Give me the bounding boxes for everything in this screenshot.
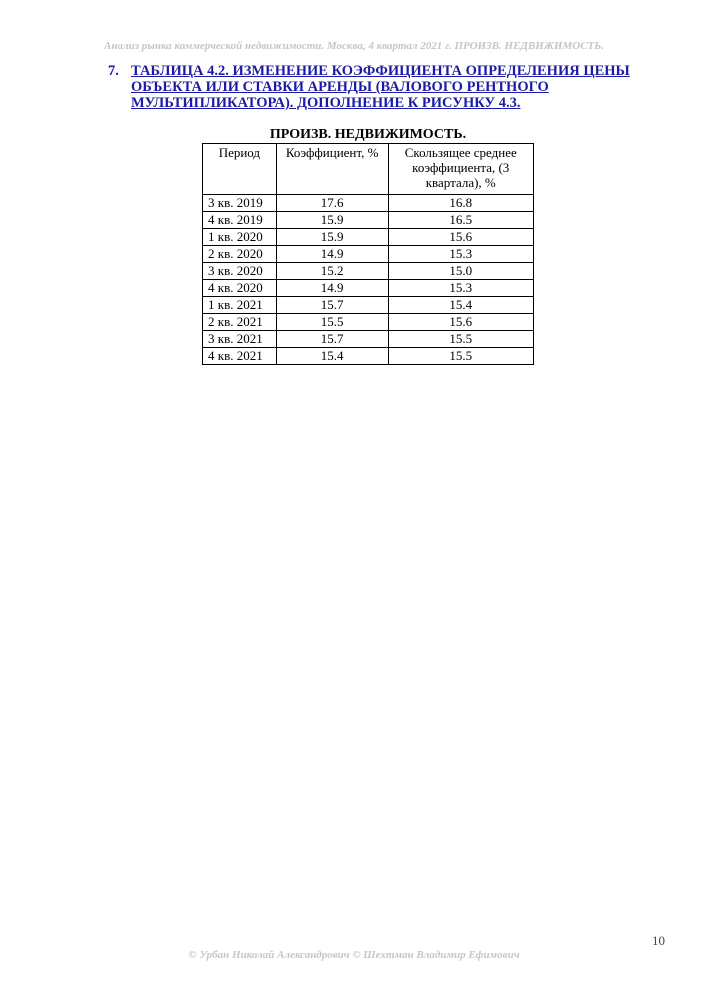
section-title-link[interactable]: ТАБЛИЦА 4.2. ИЗМЕНЕНИЕ КОЭФФИЦИЕНТА ОПРЕДЕЛЕНИЯ ЦЕНЫ ОБЪЕКТА ИЛИ СТАВКИ АРЕНДЫ (ВАЛОВОГО РЕНТНОГО МУЛЬТИПЛИКАТОРА). ДОПОЛНЕНИЕ К РИСУНКУ 4.3. — [131, 63, 630, 111]
table-caption: ПРОИЗВ. НЕДВИЖИМОСТЬ. — [269, 127, 467, 142]
period-cell: 2 кв. 2021 — [203, 314, 277, 331]
period-cell: 4 кв. 2019 — [203, 212, 277, 229]
table-row — [203, 212, 534, 229]
coefficient-cell: 14.9 — [276, 280, 388, 297]
header-coefficient: Коэффициент, % — [276, 144, 388, 195]
table-row — [203, 280, 534, 297]
coefficient-cell: 15.2 — [276, 263, 388, 280]
moving-average-cell: 16.8 — [388, 195, 534, 212]
coefficient-cell: 14.9 — [276, 246, 388, 263]
period-cell: 1 кв. 2020 — [203, 229, 277, 246]
moving-average-cell: 15.5 — [388, 331, 534, 348]
table-header-row — [203, 144, 534, 195]
period-cell: 3 кв. 2021 — [203, 331, 277, 348]
table-row — [203, 314, 534, 331]
period-cell: 4 кв. 2020 — [203, 280, 277, 297]
moving-average-cell: 15.0 — [388, 263, 534, 280]
header-period: Период — [203, 144, 277, 195]
period-cell: 3 кв. 2020 — [203, 263, 277, 280]
section-number: 7. — [108, 63, 119, 79]
moving-average-cell: 15.6 — [388, 229, 534, 246]
section-heading — [108, 63, 648, 111]
header-moving-average: Скользящее среднее коэффициента, (3 квартала), % — [388, 144, 534, 195]
coefficient-cell: 15.9 — [276, 229, 388, 246]
coefficient-cell: 17.6 — [276, 195, 388, 212]
period-cell: 3 кв. 2019 — [203, 195, 277, 212]
moving-average-cell: 15.6 — [388, 314, 534, 331]
moving-average-cell: 15.3 — [388, 246, 534, 263]
moving-average-cell: 15.4 — [388, 297, 534, 314]
coefficient-cell: 15.5 — [276, 314, 388, 331]
period-cell: 1 кв. 2021 — [203, 297, 277, 314]
table-row — [203, 263, 534, 280]
running-header: Анализ рынка коммерческой недвижимости. Москва, 4 квартал 2021 г. ПРОИЗВ. НЕДВИЖИМОСТЬ. — [104, 40, 604, 52]
copyright-footer: © Урбан Николай Александрович © Шехтман Владимир Ефимович — [188, 949, 520, 961]
table-row — [203, 246, 534, 263]
page-number: 10 — [652, 933, 665, 948]
coefficient-cell: 15.4 — [276, 348, 388, 365]
period-cell: 4 кв. 2021 — [203, 348, 277, 365]
moving-average-cell: 15.5 — [388, 348, 534, 365]
table-row — [203, 297, 534, 314]
moving-average-cell: 15.3 — [388, 280, 534, 297]
table-row — [203, 229, 534, 246]
period-cell: 2 кв. 2020 — [203, 246, 277, 263]
coefficient-cell: 15.9 — [276, 212, 388, 229]
coefficient-cell: 15.7 — [276, 331, 388, 348]
coefficient-table — [202, 143, 534, 365]
table-row — [203, 348, 534, 365]
moving-average-cell: 16.5 — [388, 212, 534, 229]
coefficient-cell: 15.7 — [276, 297, 388, 314]
table-row — [203, 195, 534, 212]
table-row — [203, 331, 534, 348]
